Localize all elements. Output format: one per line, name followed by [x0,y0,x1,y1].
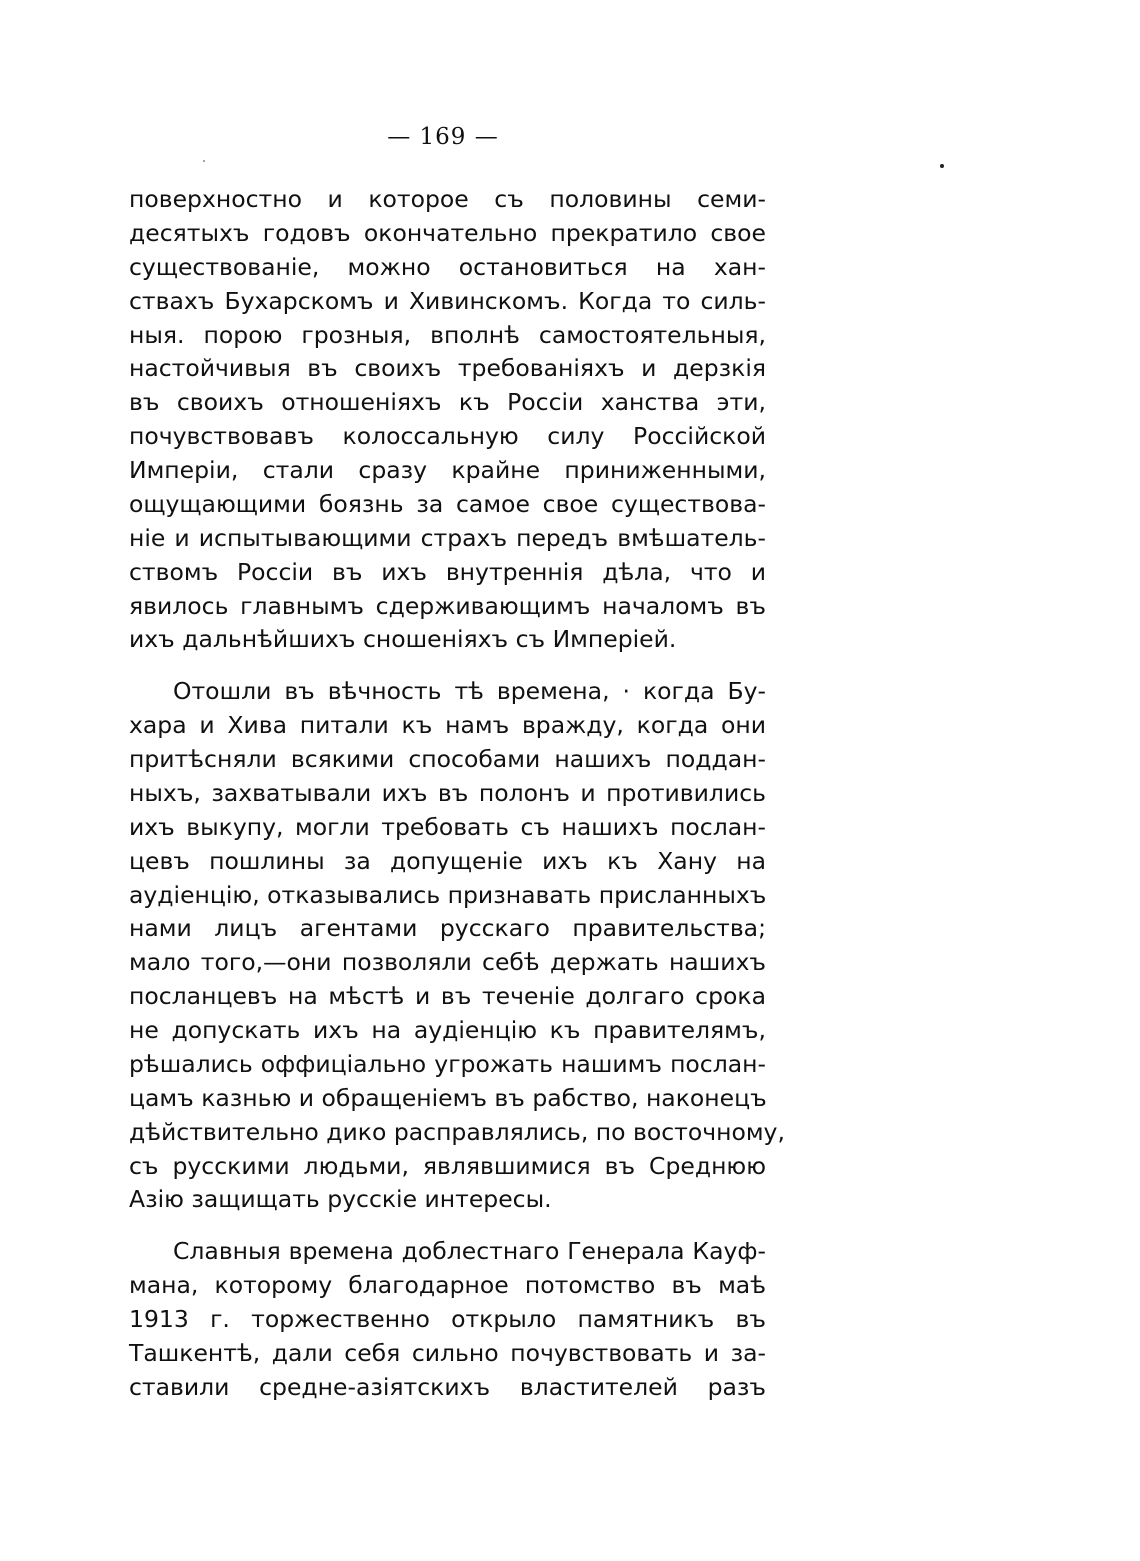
text-line: Азію защищать русскіе интересы. [129,1185,552,1213]
text-line: почувствовавъ колоссальную силу Россійской [129,422,766,450]
text-line: десятыхъ годовъ окончательно прекратило свое [129,219,766,247]
text-line: рѣшались оффиціально угрожать нашимъ послан- [129,1050,766,1078]
text-line: Отошли въ вѣчность тѣ времена, · когда Бу- [173,677,766,705]
text-line: Славныя времена доблестнаго Генерала Кауф- [173,1237,766,1265]
text-line: въ своихъ отношеніяхъ къ Россіи ханства эти, [129,388,766,416]
text-line: поверхностно и которое съ половины семи- [129,185,766,213]
text-line: ствахъ Бухарскомъ и Хивинскомъ. Когда то силь- [129,287,766,315]
scan-speck [203,160,205,162]
text-line: посланцевъ на мѣстѣ и въ теченіе долгаго срока [129,982,766,1010]
text-line: ныя. порою грозныя, вполнѣ самостоятельныя, [129,321,766,349]
text-line: ныхъ, захватывали ихъ въ полонъ и противились [129,779,766,807]
text-line: 1913 г. торжественно открыло памятникъ въ [129,1305,766,1333]
text-line: ставили средне-азіятскихъ властителей разъ [129,1373,766,1401]
text-line: мало того,—они позволяли себѣ держать нашихъ [129,948,766,976]
text-line: съ русскими людьми, являвшимися въ Среднюю [129,1152,766,1180]
text-line: цевъ пошлины за допущеніе ихъ къ Хану на [129,847,766,875]
scan-speck [940,164,944,168]
text-line: аудіенцію, отказывались признавать присланныхъ [129,881,767,909]
page-number: — 169 — [387,124,499,150]
text-line: настойчивыя въ своихъ требованіяхъ и дерзкія [129,354,766,382]
text-line: нами лицъ агентами русскаго правительства; [129,914,766,942]
text-line: мана, которому благодарное потомство въ маѣ [129,1271,766,1299]
text-line: хара и Хива питали къ намъ вражду, когда они [129,711,766,739]
text-line: дѣйствительно дико расправлялись, по восточному, [129,1118,785,1146]
text-line: существованіе, можно остановиться на хан- [129,253,766,281]
text-line: Ташкентѣ, дали себя сильно почувствовать и за- [129,1339,766,1367]
text-line: ихъ дальнѣйшихъ сношеніяхъ съ Имперіей. [129,625,677,653]
text-line: ихъ выкупу, могли требовать съ нашихъ послан- [129,813,766,841]
text-line: ніе и испытывающими страхъ передъ вмѣшатель- [129,524,766,552]
text-line: цамъ казнью и обращеніемъ въ рабство, наконецъ [129,1084,767,1112]
text-line: не допускать ихъ на аудіенцію къ правителямъ, [129,1016,766,1044]
text-line: притѣсняли всякими способами нашихъ поддан- [129,745,766,773]
text-line: явилось главнымъ сдерживающимъ началомъ въ [129,592,766,620]
text-line: ствомъ Россіи въ ихъ внутреннія дѣла, что и [129,558,766,586]
text-line: Имперіи, стали сразу крайне приниженными, [129,456,766,484]
text-line: ощущающими боязнь за самое свое существова- [129,490,766,518]
